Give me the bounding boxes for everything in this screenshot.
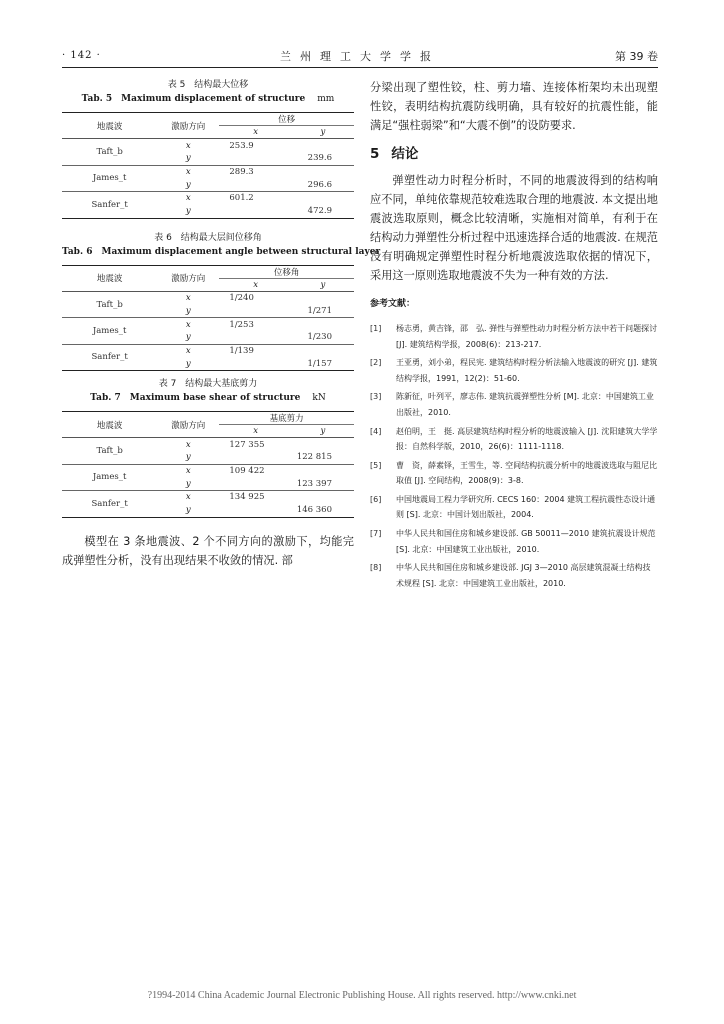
table-7-block — [62, 377, 354, 518]
x-value: 1/253 — [219, 318, 291, 331]
reference-item — [370, 560, 658, 591]
reference-item — [370, 424, 658, 455]
right-body-paragraph-2 — [370, 171, 658, 285]
y-value: 472.9 — [292, 205, 354, 218]
table-row — [62, 318, 354, 331]
y-value: 122 815 — [296, 452, 332, 463]
table-6 — [62, 265, 354, 372]
x-value: 601.2 — [219, 192, 291, 205]
table-row — [62, 291, 354, 304]
reference-text: 中华人民共和国住房和城乡建设部. JGJ 3—2010 高层建筑混凝土结构技术规程 [S]. 北京：中国建筑工业出版社，2010. — [396, 563, 651, 588]
direction-cell: x — [157, 318, 219, 331]
reference-text: 曹 资，薛素铎，王雪生，等. 空间结构抗震分析中的地震波选取与阻尼比取值 [J]. 空间结构，2008(9)：3-8. — [396, 460, 658, 486]
reference-number: [7] — [370, 529, 382, 539]
reference-text: 陈新征，叶列平，廖志伟. 建筑抗震弹塑性分析 [M]. 北京：中国建筑工业出版社，2010. — [396, 392, 654, 417]
x-value: 127 355 — [229, 439, 265, 450]
direction-cell: y — [185, 332, 191, 343]
col-header-direction: 激励方向 — [157, 265, 219, 291]
direction-cell: x — [185, 439, 191, 450]
wave-name: Taft_b — [96, 299, 123, 310]
reference-item — [370, 389, 658, 420]
direction-cell: x — [157, 192, 219, 205]
wave-name: James_t — [62, 318, 157, 344]
direction-cell: y — [157, 205, 219, 218]
left-paragraph-text: 模型在 3 条地震波、2 个不同方向的激励下，均能完成弹塑性分析，没有出现结果不收敛的情况. 部 — [62, 534, 354, 567]
journal-title: 兰州理工大学学报 — [280, 50, 440, 63]
subheader-x: x — [219, 278, 291, 291]
reference-text: 王亚勇，刘小弟，程民宪. 建筑结构时程分析法输入地震波的研究 [J]. 建筑结构学报，1991，12(2)：51-60. — [396, 358, 658, 383]
section-number: 5 — [370, 146, 380, 162]
y-value: 123 397 — [296, 478, 332, 489]
reference-number: [5] — [370, 460, 382, 470]
table-5-unit: mm — [317, 94, 335, 104]
wave-name: Taft_b — [96, 446, 123, 457]
reference-text: 杨志勇，黄吉锋，邵 弘. 弹性与弹塑性动力时程分析方法中若干问题探讨 [J]. 建筑结构学报，2008(6)：213-217. — [396, 324, 658, 349]
direction-cell: x — [157, 165, 219, 178]
x-value: 134 925 — [219, 491, 291, 504]
col-header-direction: 激励方向 — [157, 113, 219, 139]
wave-name: Sanfer_t — [62, 491, 157, 517]
table-7 — [62, 411, 354, 518]
page-number: · 142 · — [62, 50, 101, 61]
table-5 — [62, 112, 354, 219]
direction-cell: x — [157, 491, 219, 504]
direction-cell: x — [157, 344, 219, 357]
col-header-wave: 地震波 — [62, 412, 157, 438]
direction-cell: y — [185, 305, 191, 316]
reference-item — [370, 321, 658, 352]
references-list — [370, 321, 658, 591]
subheader-x: x — [219, 126, 291, 139]
table-6-block — [62, 231, 381, 372]
reference-item — [370, 526, 658, 557]
table-6-caption-cn: 表 6 结构最大层间位移角 — [154, 232, 262, 243]
direction-cell: y — [185, 179, 191, 190]
table-7-caption-en-text: Tab. 7 Maximum base shear of structure — [90, 393, 301, 403]
direction-cell: x — [157, 464, 219, 477]
y-value: 1/157 — [292, 357, 354, 370]
table-row — [62, 139, 354, 152]
reference-number: [3] — [370, 392, 382, 402]
direction-cell: y — [185, 478, 191, 489]
y-value: 239.6 — [307, 153, 332, 164]
reference-item — [370, 458, 658, 489]
col-header-wave: 地震波 — [62, 265, 157, 291]
reference-number: [6] — [370, 494, 382, 504]
wave-name: Sanfer_t — [62, 192, 157, 218]
wave-name: James_t — [62, 165, 157, 191]
copyright-footer: ?1994-2014 China Academic Journal Electronic Publishing House. All rights reserved. http://www.cnki.net — [147, 990, 577, 1001]
right-body-paragraph-1: 分梁出现了塑性铰，柱、剪力墙、连接体桁架均未出现塑性铰，表明结构抗震防线明确，具有较好的抗震性能，能满足“强柱弱梁”和“大震不倒”的设防要求. — [370, 81, 658, 132]
x-value: 289.3 — [219, 165, 291, 178]
table-row — [62, 438, 354, 451]
direction-cell: y — [157, 357, 219, 370]
reference-number: [2] — [370, 358, 382, 368]
reference-item — [370, 492, 658, 523]
table-row — [62, 192, 354, 205]
reference-number: [1] — [370, 324, 382, 333]
wave-name: Taft_b — [96, 147, 123, 158]
y-value: 296.6 — [307, 179, 332, 190]
right-column — [370, 78, 658, 595]
col-header-group: 基底剪力 — [219, 412, 354, 425]
reference-text: 中国地震局工程力学研究所. CECS 160：2004 建筑工程抗震性态设计通则 [S]. 北京：中国计划出版社，2004. — [396, 494, 656, 520]
reference-item — [370, 355, 658, 386]
y-value: 1/230 — [307, 332, 332, 343]
table-6-caption-en: Tab. 6 Maximum displacement angle between structural layer — [62, 246, 381, 257]
subheader-y: y — [292, 126, 354, 139]
reference-number: [8] — [370, 563, 382, 573]
table-row — [62, 491, 354, 504]
subheader-y: y — [292, 425, 354, 438]
direction-cell: y — [185, 153, 191, 164]
header-rule — [62, 67, 658, 68]
table-row — [62, 344, 354, 357]
references-heading: 参考文献： — [370, 299, 416, 309]
left-body-paragraph — [62, 532, 354, 570]
volume-label: 第 39 卷 — [615, 50, 658, 63]
table-5-caption-cn: 表 5 结构最大位移 — [167, 80, 249, 90]
left-column — [62, 78, 381, 570]
conclusion-text: 弹塑性动力时程分析时，不同的地震波得到的结构响应不同，单纯依靠规范较难选取合理的地震波. 本文提出地震波选取原则，概念比较清晰，实施相对简单，有利于在结构动力弹塑性分析过程中迅速选择合适的地震波. 在规范没有明确规定弹塑性时程分析地震波选取依据的情况下，采用这一原则选取地震波不失为一种有效的方法. — [370, 174, 658, 282]
section-heading — [370, 143, 658, 165]
col-header-group: 位移 — [219, 113, 354, 126]
col-header-wave: 地震波 — [62, 113, 157, 139]
wave-name: James_t — [62, 464, 157, 490]
x-value: 1/139 — [219, 344, 291, 357]
subheader-x: x — [219, 425, 291, 438]
reference-text: 赵伯明，王 挺. 高层建筑结构时程分析的地震波输入 [J]. 沈阳建筑大学学报：自然科学版，2010，26(6)：1111-1118. — [396, 426, 658, 452]
table-5-caption-en-text: Tab. 5 Maximum displacement of structure — [81, 94, 306, 104]
direction-cell: y — [157, 504, 219, 517]
running-header — [62, 48, 658, 64]
x-value: 109 422 — [219, 464, 291, 477]
col-header-group: 位移角 — [219, 265, 354, 278]
direction-cell: x — [185, 140, 191, 151]
wave-name: Sanfer_t — [62, 344, 157, 370]
col-header-direction: 激励方向 — [157, 412, 219, 438]
table-5-caption-en — [62, 92, 354, 106]
reference-number: [4] — [370, 426, 382, 436]
subheader-y: y — [292, 278, 354, 291]
table-7-caption-en — [62, 391, 354, 405]
table-7-caption-cn: 表 7 结构最大基底剪力 — [158, 379, 258, 389]
x-value: 253.9 — [229, 140, 254, 151]
section-title: 结论 — [391, 146, 419, 162]
reference-text: 中华人民共和国住房和城乡建设部. GB 50011—2010 建筑抗震设计规范 [S]. 北京：中国建筑工业出版社，2010. — [396, 529, 656, 554]
direction-cell: y — [185, 452, 191, 463]
table-row — [62, 464, 354, 477]
table-row — [62, 165, 354, 178]
table-7-unit: kN — [312, 393, 326, 403]
direction-cell: x — [185, 293, 191, 304]
y-value: 1/271 — [307, 305, 332, 316]
x-value: 1/240 — [229, 293, 254, 304]
y-value: 146 360 — [292, 504, 354, 517]
table-5-block — [62, 78, 354, 219]
